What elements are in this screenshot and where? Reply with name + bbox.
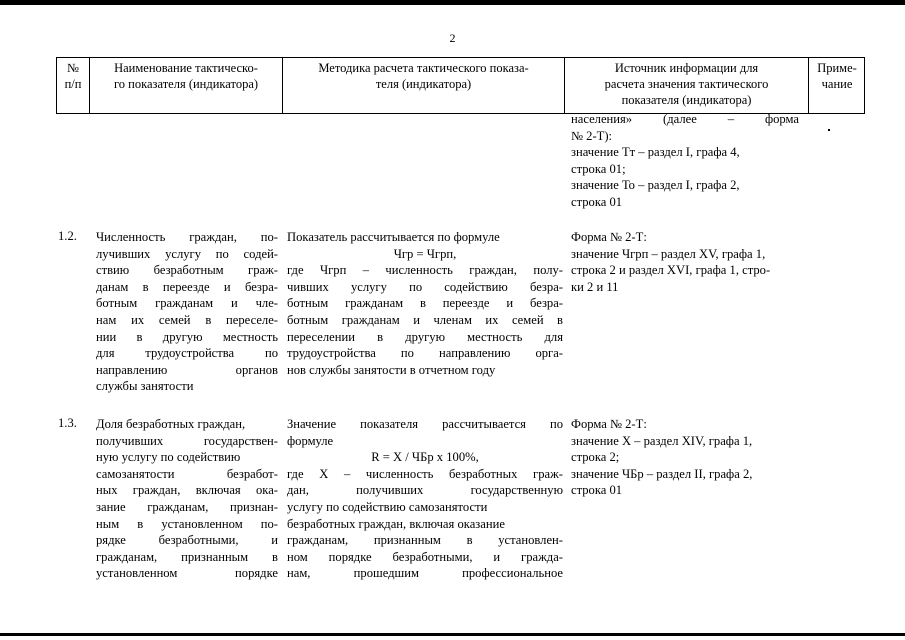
continuation-source: населения» (далее – форма № 2-Т): значение Тт – раздел I, графа 4, строка 01; значение То – раздел I, графа 2, строка 01 bbox=[571, 112, 799, 209]
row-source-cell: Форма № 2-Т: значение Чгрп – раздел XV, графа 1, строка 2 и раздел XVI, графа 1, стро- ки 2 и 11 bbox=[571, 230, 771, 294]
header-method: Методика расчета тактического показа- теля (индикатора) bbox=[318, 61, 529, 91]
header-name: Наименование тактическо- го показателя (индикатора) bbox=[113, 61, 259, 91]
page-number: 2 bbox=[449, 31, 456, 45]
row-source-cell: Форма № 2-Т: значение X – раздел XIV, графа 1, строка 2; значение ЧБр – раздел II, графа 2, строка 01 bbox=[571, 417, 753, 498]
bottom-edge-rule bbox=[0, 633, 905, 636]
table-header bbox=[56, 57, 865, 114]
row-number: 1.2. bbox=[58, 229, 77, 243]
header-source: Источник информации для расчета значения тактического показателя (индикатора) bbox=[604, 61, 769, 107]
row-number: 1.3. bbox=[58, 416, 77, 430]
row-method-cell: Значение показателя рассчитывается по формуле R = X / ЧБр x 100%, где X – численность безработных граж- дан, получивших государственную услугу по содействию самозанятости безработных граждан, включая оказание гражданам, признанным в установлен- ном порядке безработными, и гражда- нам, прошедшим профессиональное bbox=[287, 417, 563, 581]
row-method-cell: Показатель рассчитывается по формуле Чгр = Чгрп, где Чгрп – численность граждан, полу- чивших услугу по содействию безра- ботным гражданам в переезде и безра- ботным гражданам и членам их семей в переселении в другую местность для трудоустройства по направлению орга- нов службы занятости в отчетном году bbox=[287, 230, 563, 377]
row-name-cell: Доля безработных граждан, получивших государствен- ную услугу по содействию самозанятости безработ- ных граждан, включая ока- зание гражданам, признан- ным в установленном по- рядке безработными, и гражданам, признанным в установленном порядке bbox=[96, 417, 278, 581]
stray-dot bbox=[828, 129, 830, 131]
header-note: Приме- чание bbox=[817, 61, 857, 91]
header-num: № п/п bbox=[64, 61, 82, 91]
row-name-cell: Численность граждан, по- лучивших услугу по содей- ствию безработным граж- данам в переезде и безра- ботным гражданам и чле- нам их семей в переселе- нии в другую местность для трудоустройства по направлению органов службы занятости bbox=[96, 230, 278, 394]
top-edge-rule bbox=[0, 0, 905, 5]
